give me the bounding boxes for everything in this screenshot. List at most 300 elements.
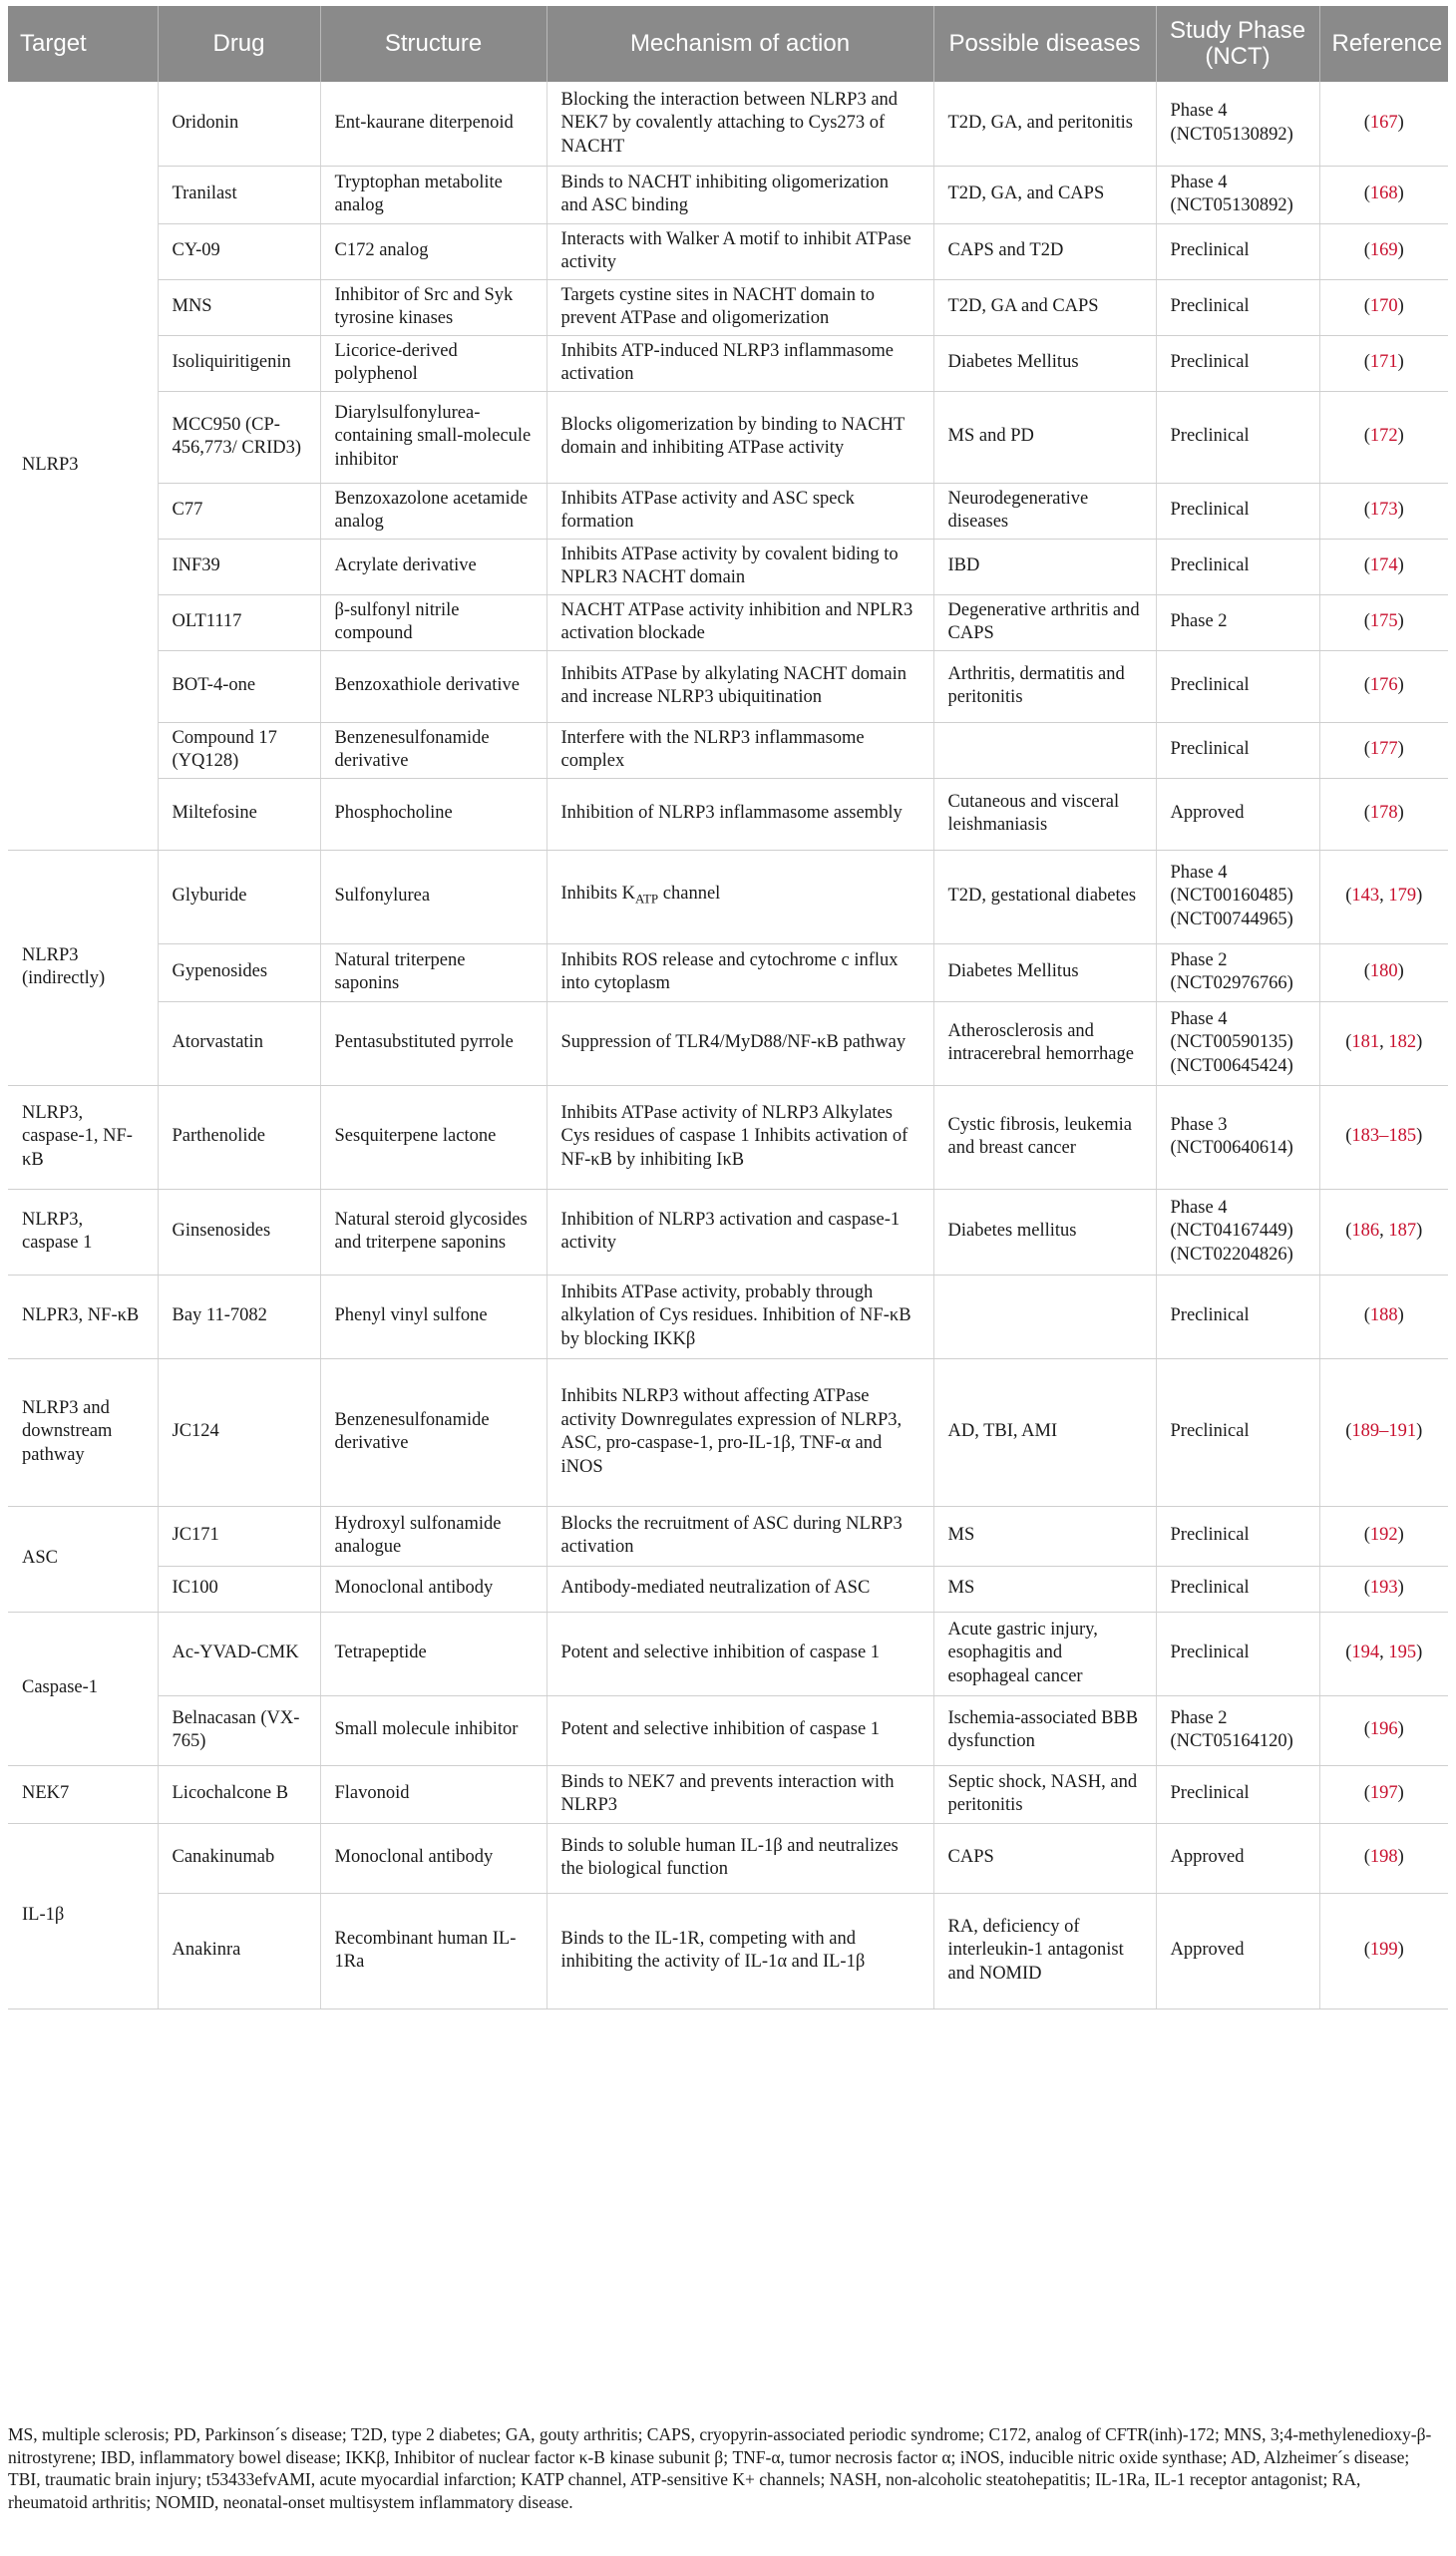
structure-cell: Natural steroid glycosides and triterpene saponins xyxy=(320,1189,546,1275)
reference-cell xyxy=(1319,1275,1448,1358)
structure-cell: Benzoxathiole derivative xyxy=(320,650,546,722)
mechanism-cell: Blocks the recruitment of ASC during NLRP3 activation xyxy=(546,1506,933,1566)
mechanism-cell: Blocking the interaction between NLRP3 and NEK7 by covalently attaching to Cys273 of NACHT xyxy=(546,82,933,166)
reference-link[interactable]: 181 xyxy=(1351,1032,1380,1053)
reference-link[interactable]: 196 xyxy=(1369,1719,1398,1740)
reference-link[interactable]: 198 xyxy=(1369,1847,1398,1868)
structure-cell: Sulfonylurea xyxy=(320,850,546,943)
structure-cell: Sesquiterpene lactone xyxy=(320,1085,546,1189)
phase-cell xyxy=(1156,223,1319,279)
reference-paren: ( xyxy=(1363,240,1370,261)
diseases-cell: Diabetes mellitus xyxy=(933,1189,1156,1275)
structure-cell: Flavonoid xyxy=(320,1765,546,1823)
drug-cell: Licochalcone B xyxy=(158,1765,320,1823)
reference-paren: ( xyxy=(1363,803,1370,824)
diseases-cell: MS xyxy=(933,1506,1156,1566)
reference-paren: ) xyxy=(1397,500,1404,521)
reference-link[interactable]: 193 xyxy=(1369,1578,1398,1599)
header-structure: Structure xyxy=(320,6,546,82)
reference-cell xyxy=(1319,483,1448,539)
mechanism-text: channel xyxy=(658,883,721,904)
table-row xyxy=(8,1893,1448,2008)
phase-line: Preclinical xyxy=(1170,555,1250,576)
drug-cell: CY-09 xyxy=(158,223,320,279)
table-row xyxy=(8,1506,1448,1566)
diseases-cell: MS xyxy=(933,1566,1156,1612)
reference-paren: ( xyxy=(1363,183,1370,204)
drug-cell: Bay 11-7082 xyxy=(158,1275,320,1358)
phase-line: Preclinical xyxy=(1170,1525,1250,1546)
reference-link[interactable]: 173 xyxy=(1369,500,1398,521)
mechanism-cell: NACHT ATPase activity inhibition and NPLR3 activation blockade xyxy=(546,594,933,650)
table-row xyxy=(8,1189,1448,1275)
mechanism-cell: Inhibition of NLRP3 inflammasome assembly xyxy=(546,778,933,850)
structure-cell: Natural triterpene saponins xyxy=(320,943,546,1001)
reference-link[interactable]: 179 xyxy=(1388,886,1417,907)
reference-cell xyxy=(1319,1001,1448,1085)
table-row xyxy=(8,850,1448,943)
phase-line: Phase 4 xyxy=(1170,862,1228,883)
reference-cell xyxy=(1319,1612,1448,1695)
phase-cell xyxy=(1156,1695,1319,1765)
mechanism-cell: Inhibits ATPase activity of NLRP3 Alkylates Cys residues of caspase 1 Inhibits activation of NF-κB by inhibiting IκB xyxy=(546,1085,933,1189)
reference-paren: ( xyxy=(1345,1643,1352,1663)
phase-cell xyxy=(1156,483,1319,539)
phase-line: Approved xyxy=(1170,1940,1245,1961)
reference-paren: ) xyxy=(1397,1847,1404,1868)
phase-line: Preclinical xyxy=(1170,240,1250,261)
reference-link[interactable]: 182 xyxy=(1388,1032,1417,1053)
reference-paren: ( xyxy=(1363,1305,1370,1326)
reference-link[interactable]: 175 xyxy=(1369,611,1398,632)
phase-line: Preclinical xyxy=(1170,1783,1250,1804)
reference-cell xyxy=(1319,778,1448,850)
reference-paren: ) xyxy=(1397,352,1404,373)
phase-cell xyxy=(1156,1506,1319,1566)
structure-cell: C172 analog xyxy=(320,223,546,279)
header-drug: Drug xyxy=(158,6,320,82)
phase-cell xyxy=(1156,539,1319,594)
target-cell: NLRP3, caspase-1, NF-κB xyxy=(8,1085,158,1189)
reference-link[interactable]: 170 xyxy=(1369,296,1398,317)
reference-paren: ( xyxy=(1363,1847,1370,1868)
phase-cell xyxy=(1156,778,1319,850)
phase-line: Preclinical xyxy=(1170,296,1250,317)
table-row xyxy=(8,943,1448,1001)
drug-cell: Oridonin xyxy=(158,82,320,166)
diseases-cell: T2D, GA and CAPS xyxy=(933,279,1156,335)
mechanism-text: Inhibits K xyxy=(560,883,636,904)
diseases-cell: Degenerative arthritis and CAPS xyxy=(933,594,1156,650)
target-cell: NEK7 xyxy=(8,1765,158,1823)
phase-cell xyxy=(1156,1823,1319,1893)
reference-link[interactable]: 172 xyxy=(1369,426,1398,447)
diseases-cell: CAPS and T2D xyxy=(933,223,1156,279)
drug-cell: MCC950 (CP-456,773/ CRID3) xyxy=(158,391,320,483)
drug-cell: INF39 xyxy=(158,539,320,594)
table-row xyxy=(8,335,1448,391)
structure-cell: Tryptophan metabolite analog xyxy=(320,166,546,223)
reference-paren: ( xyxy=(1363,352,1370,373)
phase-line: Preclinical xyxy=(1170,739,1250,760)
reference-cell xyxy=(1319,1506,1448,1566)
phase-cell xyxy=(1156,391,1319,483)
reference-link[interactable]: 197 xyxy=(1369,1783,1398,1804)
reference-paren: ( xyxy=(1345,1032,1352,1053)
reference-paren: ( xyxy=(1363,113,1370,133)
phase-cell xyxy=(1156,279,1319,335)
structure-cell: Monoclonal antibody xyxy=(320,1823,546,1893)
phase-line: (NCT00645424) xyxy=(1170,1055,1293,1076)
target-cell: ASC xyxy=(8,1506,158,1612)
reference-paren: ) xyxy=(1397,961,1404,982)
mechanism-cell: Blocks oligomerization by binding to NACHT domain and inhibiting ATPase activity xyxy=(546,391,933,483)
header-phase: Study Phase (NCT) xyxy=(1156,6,1319,82)
diseases-cell: Acute gastric injury, esophagitis and esophageal cancer xyxy=(933,1612,1156,1695)
drug-cell: Ac-YVAD-CMK xyxy=(158,1612,320,1695)
reference-paren: ) xyxy=(1416,1421,1423,1442)
phase-cell xyxy=(1156,722,1319,778)
reference-cell xyxy=(1319,650,1448,722)
reference-paren: ( xyxy=(1363,426,1370,447)
structure-cell: Monoclonal antibody xyxy=(320,1566,546,1612)
reference-separator: , xyxy=(1379,1221,1389,1242)
reference-paren: ) xyxy=(1397,1940,1404,1961)
phase-cell xyxy=(1156,1612,1319,1695)
reference-cell xyxy=(1319,279,1448,335)
table-row xyxy=(8,778,1448,850)
table-footnote: MS, multiple sclerosis; PD, Parkinson´s disease; T2D, type 2 diabetes; GA, gouty arthritis; CAPS, cryopyrin-associated periodic syndrome; C172, analog of CFTR(inh)-172; MNS, 3;4-methylenedioxy-β-nitrostyrene; IBD, inflammatory bowel disease; IKKβ, Inhibitor of nuclear factor κ-B kinase subunit β; TNF-α, tumor necrosis factor α; iNOS, inducible nitric oxide synthase; AD, Alzheimer´s disease; TBI, traumatic brain injury; t53433efvAMI, acute myocardial infarction; KATP channel, ATP-sensitive K+ channels; NASH, non-alcoholic steatohepatitis; IL-1Ra, IL-1 receptor antagonist; RA, rheumatoid arthritis; NOMID, neonatal-onset multisystem inflammatory disease. xyxy=(8,2424,1432,2512)
diseases-cell: RA, deficiency of interleukin-1 antagonist and NOMID xyxy=(933,1893,1156,2008)
header-mechanism: Mechanism of action xyxy=(546,6,933,82)
reference-paren: ( xyxy=(1363,1940,1370,1961)
table-row xyxy=(8,650,1448,722)
reference-paren: ) xyxy=(1397,1305,1404,1326)
phase-cell xyxy=(1156,650,1319,722)
reference-paren: ) xyxy=(1397,739,1404,760)
table-row xyxy=(8,1695,1448,1765)
reference-cell xyxy=(1319,943,1448,1001)
phase-cell xyxy=(1156,850,1319,943)
reference-link[interactable]: 178 xyxy=(1369,803,1398,824)
reference-cell xyxy=(1319,850,1448,943)
reference-paren: ( xyxy=(1363,675,1370,696)
target-cell: NLRP3, caspase 1 xyxy=(8,1189,158,1275)
table-header-row xyxy=(8,6,1448,82)
phase-line: Approved xyxy=(1170,1847,1245,1868)
structure-cell: Benzoxazolone acetamide analog xyxy=(320,483,546,539)
drug-cell: Anakinra xyxy=(158,1893,320,2008)
reference-paren: ( xyxy=(1345,1421,1352,1442)
reference-paren: ) xyxy=(1397,1525,1404,1546)
drug-cell: Tranilast xyxy=(158,166,320,223)
table-row xyxy=(8,594,1448,650)
reference-link[interactable]: 174 xyxy=(1369,555,1398,576)
table-row xyxy=(8,1612,1448,1695)
table-body xyxy=(8,82,1448,2008)
reference-link[interactable]: 143 xyxy=(1351,886,1380,907)
table-row xyxy=(8,166,1448,223)
mechanism-cell: Binds to soluble human IL-1β and neutralizes the biological function xyxy=(546,1823,933,1893)
header-diseases: Possible diseases xyxy=(933,6,1156,82)
phase-line: Preclinical xyxy=(1170,1305,1250,1326)
mechanism-cell: Inhibits ATPase activity, probably through alkylation of Cys residues. Inhibition of NF-κB by blocking IKKβ xyxy=(546,1275,933,1358)
structure-cell: Tetrapeptide xyxy=(320,1612,546,1695)
reference-cell xyxy=(1319,1765,1448,1823)
table-row xyxy=(8,82,1448,166)
diseases-cell: IBD xyxy=(933,539,1156,594)
table-row xyxy=(8,483,1448,539)
structure-cell: Acrylate derivative xyxy=(320,539,546,594)
reference-link[interactable]: 167 xyxy=(1369,113,1398,133)
reference-cell xyxy=(1319,1566,1448,1612)
reference-paren: ( xyxy=(1345,1221,1352,1242)
drug-cell: Isoliquiritigenin xyxy=(158,335,320,391)
mechanism-cell: Potent and selective inhibition of caspase 1 xyxy=(546,1695,933,1765)
reference-link[interactable]: 177 xyxy=(1369,739,1398,760)
phase-cell xyxy=(1156,1189,1319,1275)
diseases-cell: Cutaneous and visceral leishmaniasis xyxy=(933,778,1156,850)
reference-link[interactable]: 169 xyxy=(1369,240,1398,261)
drug-cell: MNS xyxy=(158,279,320,335)
target-cell: Caspase-1 xyxy=(8,1612,158,1765)
reference-cell xyxy=(1319,335,1448,391)
structure-cell: Hydroxyl sulfonamide analogue xyxy=(320,1506,546,1566)
header-reference: Reference xyxy=(1319,6,1448,82)
reference-paren: ( xyxy=(1363,500,1370,521)
diseases-cell: T2D, GA, and CAPS xyxy=(933,166,1156,223)
phase-line: Phase 4 xyxy=(1170,101,1228,122)
phase-cell xyxy=(1156,594,1319,650)
phase-line: Phase 3 xyxy=(1170,1114,1228,1135)
structure-cell: Phosphocholine xyxy=(320,778,546,850)
table-row xyxy=(8,539,1448,594)
reference-cell xyxy=(1319,1189,1448,1275)
table-row xyxy=(8,1823,1448,1893)
phase-line: Preclinical xyxy=(1170,1578,1250,1599)
phase-cell xyxy=(1156,82,1319,166)
mechanism-cell xyxy=(546,850,933,943)
drug-cell: IC100 xyxy=(158,1566,320,1612)
table-row xyxy=(8,1275,1448,1358)
diseases-cell: T2D, gestational diabetes xyxy=(933,850,1156,943)
drug-table xyxy=(8,6,1448,2009)
reference-paren: ) xyxy=(1416,1221,1423,1242)
phase-cell xyxy=(1156,1765,1319,1823)
reference-paren: ( xyxy=(1363,961,1370,982)
drug-cell: Compound 17 (YQ128) xyxy=(158,722,320,778)
structure-cell: Diarylsulfonylurea-containing small-molecule inhibitor xyxy=(320,391,546,483)
phase-line: Phase 2 xyxy=(1170,1707,1228,1728)
phase-line: Phase 2 xyxy=(1170,611,1228,632)
phase-line: Phase 2 xyxy=(1170,949,1228,970)
diseases-cell: CAPS xyxy=(933,1823,1156,1893)
phase-cell xyxy=(1156,943,1319,1001)
diseases-cell: Septic shock, NASH, and peritonitis xyxy=(933,1765,1156,1823)
table-row xyxy=(8,722,1448,778)
diseases-cell: Diabetes Mellitus xyxy=(933,335,1156,391)
phase-cell xyxy=(1156,1893,1319,2008)
reference-paren: ) xyxy=(1416,1032,1423,1053)
reference-link[interactable]: 199 xyxy=(1369,1940,1398,1961)
diseases-cell: Diabetes Mellitus xyxy=(933,943,1156,1001)
reference-paren: ( xyxy=(1363,1783,1370,1804)
reference-cell xyxy=(1319,539,1448,594)
reference-link[interactable]: 189–191 xyxy=(1351,1421,1417,1442)
reference-cell xyxy=(1319,722,1448,778)
reference-paren: ) xyxy=(1397,555,1404,576)
reference-paren: ) xyxy=(1397,675,1404,696)
table-row xyxy=(8,223,1448,279)
phase-cell xyxy=(1156,1085,1319,1189)
reference-cell xyxy=(1319,1823,1448,1893)
phase-line: (NCT05130892) xyxy=(1170,124,1293,145)
structure-cell: Benzenesulfonamide derivative xyxy=(320,1358,546,1506)
reference-cell xyxy=(1319,1085,1448,1189)
structure-cell: Recombinant human IL-1Ra xyxy=(320,1893,546,2008)
mechanism-cell: Inhibits ATPase by alkylating NACHT domain and increase NLRP3 ubiquitination xyxy=(546,650,933,722)
mechanism-cell: Inhibits NLRP3 without affecting ATPase activity Downregulates expression of NLRP3, ASC, pro-caspase-1, pro-IL-1β, TNF-α and iNOS xyxy=(546,1358,933,1506)
reference-link[interactable]: 168 xyxy=(1369,183,1398,204)
reference-link[interactable]: 188 xyxy=(1369,1305,1398,1326)
reference-paren: ) xyxy=(1397,1783,1404,1804)
phase-line: Preclinical xyxy=(1170,1643,1250,1663)
drug-cell: C77 xyxy=(158,483,320,539)
table-row xyxy=(8,1765,1448,1823)
structure-cell: Small molecule inhibitor xyxy=(320,1695,546,1765)
diseases-cell: Ischemia-associated BBB dysfunction xyxy=(933,1695,1156,1765)
drug-cell: Belnacasan (VX-765) xyxy=(158,1695,320,1765)
phase-cell xyxy=(1156,1001,1319,1085)
table-row xyxy=(8,279,1448,335)
drug-cell: Canakinumab xyxy=(158,1823,320,1893)
reference-paren: ( xyxy=(1363,739,1370,760)
mechanism-cell: Antibody-mediated neutralization of ASC xyxy=(546,1566,933,1612)
reference-paren: ( xyxy=(1363,296,1370,317)
phase-line: (NCT00744965) xyxy=(1170,909,1293,929)
reference-paren: ) xyxy=(1416,1126,1423,1147)
reference-paren: ) xyxy=(1397,296,1404,317)
reference-link[interactable]: 194 xyxy=(1351,1643,1380,1663)
reference-link[interactable]: 171 xyxy=(1369,352,1398,373)
reference-cell xyxy=(1319,82,1448,166)
target-cell: NLRP3 (indirectly) xyxy=(8,850,158,1085)
phase-line: Phase 4 xyxy=(1170,1008,1228,1029)
mechanism-cell: Binds to the IL-1R, competing with and inhibiting the activity of IL-1α and IL-1β xyxy=(546,1893,933,2008)
reference-paren: ) xyxy=(1416,886,1423,907)
mechanism-cell: Interfere with the NLRP3 inflammasome complex xyxy=(546,722,933,778)
phase-line: Phase 4 xyxy=(1170,1197,1228,1218)
reference-paren: ) xyxy=(1397,183,1404,204)
drug-cell: Glyburide xyxy=(158,850,320,943)
phase-line: Preclinical xyxy=(1170,1421,1250,1442)
reference-paren: ) xyxy=(1397,240,1404,261)
diseases-cell: Cystic fibrosis, leukemia and breast cancer xyxy=(933,1085,1156,1189)
reference-cell xyxy=(1319,391,1448,483)
reference-cell xyxy=(1319,1893,1448,2008)
reference-paren: ( xyxy=(1363,555,1370,576)
mechanism-cell: Potent and selective inhibition of caspase 1 xyxy=(546,1612,933,1695)
phase-cell xyxy=(1156,166,1319,223)
target-cell: IL-1β xyxy=(8,1823,158,2008)
structure-cell: Licorice-derived polyphenol xyxy=(320,335,546,391)
phase-cell xyxy=(1156,1275,1319,1358)
reference-paren: ( xyxy=(1345,886,1352,907)
reference-link[interactable]: 180 xyxy=(1369,961,1398,982)
mechanism-cell: Inhibition of NLRP3 activation and caspase-1 activity xyxy=(546,1189,933,1275)
reference-link[interactable]: 195 xyxy=(1388,1643,1417,1663)
phase-line: (NCT04167449) xyxy=(1170,1221,1293,1242)
phase-line: (NCT05130892) xyxy=(1170,195,1293,215)
target-cell: NLRP3 and downstream pathway xyxy=(8,1358,158,1506)
header-target: Target xyxy=(8,6,158,82)
reference-paren: ) xyxy=(1397,426,1404,447)
drug-cell: Atorvastatin xyxy=(158,1001,320,1085)
mechanism-cell: Inhibits ATPase activity and ASC speck formation xyxy=(546,483,933,539)
mechanism-cell: Inhibits ROS release and cytochrome c influx into cytoplasm xyxy=(546,943,933,1001)
drug-cell: Gypenosides xyxy=(158,943,320,1001)
diseases-cell xyxy=(933,722,1156,778)
drug-cell: Miltefosine xyxy=(158,778,320,850)
structure-cell: Pentasubstituted pyrrole xyxy=(320,1001,546,1085)
reference-link[interactable]: 192 xyxy=(1369,1525,1398,1546)
structure-cell: β-sulfonyl nitrile compound xyxy=(320,594,546,650)
target-cell: NLRP3 xyxy=(8,82,158,850)
reference-cell xyxy=(1319,223,1448,279)
mechanism-cell: Suppression of TLR4/MyD88/NF-κB pathway xyxy=(546,1001,933,1085)
phase-line: Preclinical xyxy=(1170,675,1250,696)
diseases-cell: AD, TBI, AMI xyxy=(933,1358,1156,1506)
diseases-cell: Arthritis, dermatitis and peritonitis xyxy=(933,650,1156,722)
phase-cell xyxy=(1156,1566,1319,1612)
reference-paren: ) xyxy=(1416,1643,1423,1663)
drug-cell: Parthenolide xyxy=(158,1085,320,1189)
phase-cell xyxy=(1156,335,1319,391)
mechanism-cell: Targets cystine sites in NACHT domain to prevent ATPase and oligomerization xyxy=(546,279,933,335)
reference-cell xyxy=(1319,1695,1448,1765)
drug-cell: JC124 xyxy=(158,1358,320,1506)
reference-link[interactable]: 187 xyxy=(1388,1221,1417,1242)
table-row xyxy=(8,1085,1448,1189)
phase-line: Preclinical xyxy=(1170,426,1250,447)
diseases-cell: Atherosclerosis and intracerebral hemorrhage xyxy=(933,1001,1156,1085)
diseases-cell: T2D, GA, and peritonitis xyxy=(933,82,1156,166)
table-row xyxy=(8,1566,1448,1612)
mechanism-cell: Binds to NACHT inhibiting oligomerization and ASC binding xyxy=(546,166,933,223)
drug-cell: BOT-4-one xyxy=(158,650,320,722)
phase-line: (NCT00590135) xyxy=(1170,1032,1293,1053)
reference-cell xyxy=(1319,1358,1448,1506)
phase-line: Preclinical xyxy=(1170,352,1250,373)
target-cell: NLPR3, NF-κB xyxy=(8,1275,158,1358)
reference-paren: ) xyxy=(1397,611,1404,632)
drug-cell: JC171 xyxy=(158,1506,320,1566)
phase-line: (NCT00160485) xyxy=(1170,886,1293,907)
table-row xyxy=(8,1358,1448,1506)
phase-line: (NCT05164120) xyxy=(1170,1731,1293,1751)
phase-line: (NCT00640614) xyxy=(1170,1138,1293,1158)
diseases-cell: Neurodegenerative diseases xyxy=(933,483,1156,539)
mechanism-cell: Interacts with Walker A motif to inhibit ATPase activity xyxy=(546,223,933,279)
reference-link[interactable]: 176 xyxy=(1369,675,1398,696)
reference-paren: ( xyxy=(1363,1578,1370,1599)
table-row xyxy=(8,391,1448,483)
reference-link[interactable]: 186 xyxy=(1351,1221,1380,1242)
phase-line: Phase 4 xyxy=(1170,172,1228,192)
reference-paren: ) xyxy=(1397,803,1404,824)
reference-link[interactable]: 183–185 xyxy=(1351,1126,1417,1147)
phase-line: (NCT02976766) xyxy=(1170,973,1293,993)
